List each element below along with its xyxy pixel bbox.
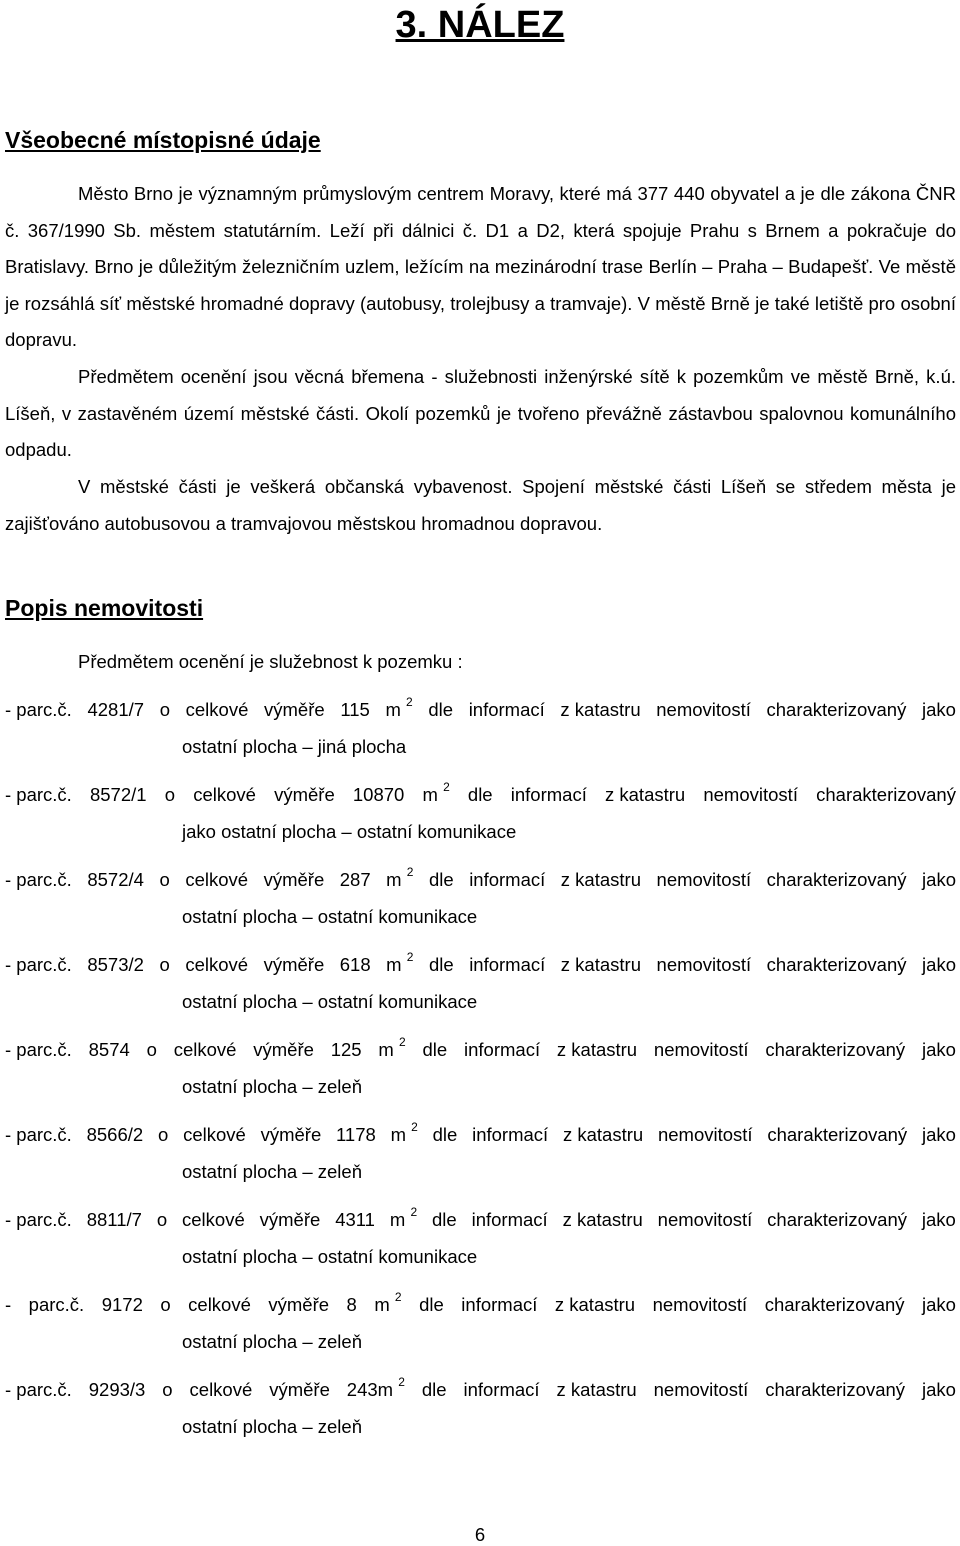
parcel-word: dle — [421, 1379, 447, 1400]
parcel-word: - parc.č. — [5, 869, 72, 890]
parcel-word: 9172 — [101, 1294, 143, 1315]
parcel-word: z katastru — [560, 869, 641, 890]
parcel-word: o — [164, 784, 176, 805]
parcel-word: dle — [432, 1124, 458, 1145]
parcel-word: o — [162, 1379, 173, 1400]
parcel-word: jako — [921, 699, 956, 720]
parcel-word: 8573/2 — [87, 954, 144, 975]
parcel-word: jako — [922, 869, 956, 890]
parcel-word: z katastru — [556, 1039, 638, 1060]
parcel-type-line: ostatní plocha – ostatní komunikace — [182, 1246, 478, 1267]
parcel-word: nemovitostí — [653, 1039, 749, 1060]
parcel-description-line — [5, 950, 956, 979]
parcel-word: parc.č. — [28, 1294, 85, 1315]
parcel-word: výměře — [264, 699, 325, 720]
parcel-word: m — [385, 699, 401, 720]
area-unit-exponent: 2 — [406, 865, 414, 879]
paragraph-amenities — [5, 469, 956, 542]
parcel-word: z katastru — [560, 699, 641, 720]
parcel-word: dle — [428, 954, 454, 975]
parcel-word: celkové — [185, 869, 249, 890]
parcel-word: z katastru — [562, 1209, 643, 1230]
area-unit — [386, 865, 414, 894]
parcel-word: 8572/4 — [87, 869, 144, 890]
parcel-word: výměře — [274, 784, 335, 805]
parcel-word: z katastru — [560, 954, 641, 975]
parcel-word: celkové — [188, 1294, 251, 1315]
parcel-word: charakterizovaný — [767, 1124, 908, 1145]
page-number: 6 — [474, 1524, 486, 1545]
parcel-word: - parc.č. — [5, 1124, 72, 1145]
parcel-word: informací — [461, 1294, 538, 1315]
parcel-entry — [5, 1205, 956, 1269]
parcel-word: z katastru — [554, 1294, 636, 1315]
parcel-type-line: ostatní plocha – zeleň — [182, 1416, 362, 1437]
parcel-word: m — [386, 869, 402, 890]
parcel-description-line — [5, 1035, 956, 1064]
parcel-word: nemovitostí — [656, 954, 752, 975]
parcel-description-line — [5, 1290, 956, 1319]
parcel-word: z katastru — [556, 1379, 637, 1400]
parcel-type-line: ostatní plocha – zeleň — [182, 1076, 362, 1097]
parcel-entry — [5, 950, 956, 1014]
parcel-entry — [5, 1290, 956, 1354]
parcel-word: 8572/1 — [89, 784, 147, 805]
parcel-word: charakterizovaný — [766, 954, 907, 975]
area-unit — [390, 1120, 418, 1149]
parcel-word: m — [390, 1124, 407, 1145]
parcel-description-line — [5, 695, 956, 724]
parcel-word: celkové — [189, 1379, 253, 1400]
parcel-entry — [5, 780, 956, 844]
area-unit — [378, 1035, 406, 1064]
parcel-word: nemovitostí — [703, 784, 798, 805]
area-unit — [346, 1375, 405, 1404]
parcel-word: dle — [422, 1039, 448, 1060]
page-title: 3. NÁLEZ — [395, 4, 565, 46]
parcel-word: charakterizovaný — [767, 1209, 908, 1230]
parcel-word: o — [159, 869, 170, 890]
parcel-word: celkové — [193, 784, 256, 805]
parcel-description-line — [5, 1205, 956, 1234]
parcel-word: nemovitostí — [652, 1294, 748, 1315]
paragraph-text: Město Brno je významným průmyslovým centrem Moravy, které má 377 440 obyvatel a je dle zákona ČNR č. 367/1990 Sb. městem statutárním. Leží při dálnici č. D1 a D2, která spojuje Prahu s Brnem a pokračuje do Bratislavy. Brno je důležitým železničním uzlem, ležícím na mezinárodní trase Berlín – Praha – Budapešť. Ve městě je rozsáhlá síť městské hromadné dopravy (autobusy, trolejbusy a tramvaje). V městě Brně je také letiště pro osobní dopravu. — [5, 183, 956, 350]
parcel-word: dle — [432, 1209, 457, 1230]
parcel-word: 10870 — [352, 784, 405, 805]
parcel-word: informací — [469, 869, 546, 890]
parcel-type-line: ostatní plocha – zeleň — [182, 1161, 362, 1182]
parcel-word: jako — [922, 954, 956, 975]
parcel-word: m — [386, 954, 402, 975]
parcel-word: o — [159, 954, 170, 975]
parcel-word: - parc.č. — [5, 1039, 72, 1060]
area-unit — [385, 695, 413, 724]
parcel-word: 9293/3 — [88, 1379, 146, 1400]
parcel-word: jako — [921, 1379, 956, 1400]
parcel-word: nemovitostí — [653, 1379, 749, 1400]
area-unit-exponent: 2 — [394, 1290, 402, 1304]
parcel-type-line: jako ostatní plocha – ostatní komunikace — [182, 821, 517, 842]
area-unit-exponent: 2 — [406, 950, 414, 964]
section-heading-general: Všeobecné místopisné údaje — [5, 127, 321, 153]
parcel-word: m — [374, 1294, 390, 1315]
parcel-word: o — [156, 1209, 168, 1230]
parcel-word: charakterizovaný — [816, 784, 956, 805]
parcel-type-line: ostatní plocha – zeleň — [182, 1331, 362, 1352]
parcel-word: 8811/7 — [86, 1209, 142, 1230]
parcel-word: z katastru — [605, 784, 686, 805]
parcel-description-line — [5, 865, 956, 894]
parcel-word: charakterizovaný — [764, 1294, 905, 1315]
parcel-word: 8574 — [88, 1039, 130, 1060]
parcel-word: - parc.č. — [5, 954, 72, 975]
parcel-word: informací — [463, 1379, 540, 1400]
parcel-word: výměře — [269, 1379, 330, 1400]
parcel-description-line — [5, 1375, 956, 1404]
parcel-word: informací — [472, 1124, 549, 1145]
parcel-word: - parc.č. — [5, 699, 72, 720]
area-unit-exponent: 2 — [411, 1120, 418, 1134]
paragraph-subject — [5, 359, 956, 469]
parcel-entry — [5, 865, 956, 929]
parcel-word: výměře — [263, 954, 325, 975]
parcel-word: - — [5, 1294, 12, 1315]
paragraph-location — [5, 176, 956, 359]
section-heading-property: Popis nemovitosti — [5, 595, 204, 621]
parcel-word: - parc.č. — [5, 1209, 72, 1230]
parcel-word: 618 — [339, 954, 371, 975]
parcel-entry — [5, 695, 956, 759]
parcel-word: 125 — [330, 1039, 362, 1060]
parcel-word: nemovitostí — [657, 1124, 753, 1145]
parcel-word: celkové — [185, 954, 249, 975]
parcel-word: jako — [921, 1039, 956, 1060]
parcel-word: m — [378, 1039, 394, 1060]
area-unit-exponent: 2 — [410, 1205, 418, 1219]
area-unit-exponent: 2 — [398, 1375, 405, 1389]
parcel-type-line: ostatní plocha – ostatní komunikace — [182, 906, 478, 927]
paragraph-text: Předmětem ocenění jsou věcná břemena - služebnosti inženýrské sítě k pozemkům ve městě Brně, k.ú. Líšeň, v zastavěném území městské části. Okolí pozemků je tvořeno převážně zástavbou spalovnou komunálního odpadu. — [5, 366, 956, 460]
parcel-word: 8566/2 — [86, 1124, 144, 1145]
parcel-type-line: ostatní plocha – jiná plocha — [182, 736, 407, 757]
parcel-word: celkové — [185, 699, 249, 720]
parcel-word: 115 — [340, 699, 370, 720]
area-unit — [386, 950, 414, 979]
parcel-word: informací — [468, 699, 545, 720]
parcel-word: celkové — [183, 1124, 246, 1145]
parcel-entry — [5, 1375, 956, 1439]
parcel-word: o — [157, 1124, 169, 1145]
parcel-word: 1178 — [336, 1124, 376, 1145]
parcel-word: o — [146, 1039, 157, 1060]
parcel-entry — [5, 1120, 956, 1184]
parcel-word: jako — [921, 1124, 956, 1145]
parcel-word: výměře — [253, 1039, 314, 1060]
area-unit-exponent: 2 — [406, 695, 413, 709]
parcel-word: informací — [510, 784, 587, 805]
parcel-word: - parc.č. — [5, 784, 72, 805]
parcel-word: informací — [464, 1039, 541, 1060]
parcel-word: informací — [469, 954, 546, 975]
parcel-word: charakterizovaný — [765, 1379, 906, 1400]
parcel-word: charakterizovaný — [765, 1039, 906, 1060]
parcel-word: výměře — [259, 1209, 321, 1230]
parcel-word: z katastru — [562, 1124, 644, 1145]
area-unit — [389, 1205, 418, 1234]
parcel-type-line: ostatní plocha – ostatní komunikace — [182, 991, 478, 1012]
area-unit — [422, 780, 450, 809]
parcel-word: jako — [922, 1294, 956, 1315]
parcel-word: dle — [419, 1294, 444, 1315]
parcel-word: charakterizovaný — [766, 699, 907, 720]
parcel-word: celkové — [182, 1209, 245, 1230]
parcel-word: o — [160, 1294, 171, 1315]
parcel-word: nemovitostí — [656, 699, 751, 720]
parcel-description-line — [5, 780, 956, 809]
area-unit — [374, 1290, 402, 1319]
parcel-description-line — [5, 1120, 956, 1149]
parcel-word: 243m — [346, 1379, 394, 1400]
parcel-word: nemovitostí — [656, 869, 752, 890]
parcel-word: dle — [428, 869, 454, 890]
parcel-word: výměře — [260, 1124, 322, 1145]
parcel-word: 287 — [339, 869, 371, 890]
parcel-word: informací — [471, 1209, 548, 1230]
parcel-word: výměře — [263, 869, 325, 890]
parcel-word: dle — [428, 699, 454, 720]
parcel-entry — [5, 1035, 956, 1099]
parcel-word: m — [389, 1209, 406, 1230]
parcel-word: o — [159, 699, 170, 720]
property-intro: Předmětem ocenění je služebnost k pozemku : — [78, 651, 463, 672]
parcel-word: m — [422, 784, 438, 805]
parcel-word: nemovitostí — [657, 1209, 753, 1230]
area-unit-exponent: 2 — [398, 1035, 406, 1049]
parcel-word: celkové — [173, 1039, 237, 1060]
parcel-word: 8 — [346, 1294, 357, 1315]
paragraph-text: V městské části je veškerá občanská vybavenost. Spojení městské části Líšeň se středem města je zajišťováno autobusovou a tramvajovou městskou hromadnou dopravou. — [5, 476, 956, 534]
parcel-word: 4311 — [335, 1209, 375, 1230]
parcel-word: 4281/7 — [87, 699, 145, 720]
area-unit-exponent: 2 — [443, 780, 450, 794]
parcel-word: - parc.č. — [5, 1379, 72, 1400]
parcel-word: charakterizovaný — [766, 869, 907, 890]
parcel-word: výměře — [268, 1294, 330, 1315]
parcel-word: dle — [467, 784, 493, 805]
parcel-word: jako — [921, 1209, 956, 1230]
